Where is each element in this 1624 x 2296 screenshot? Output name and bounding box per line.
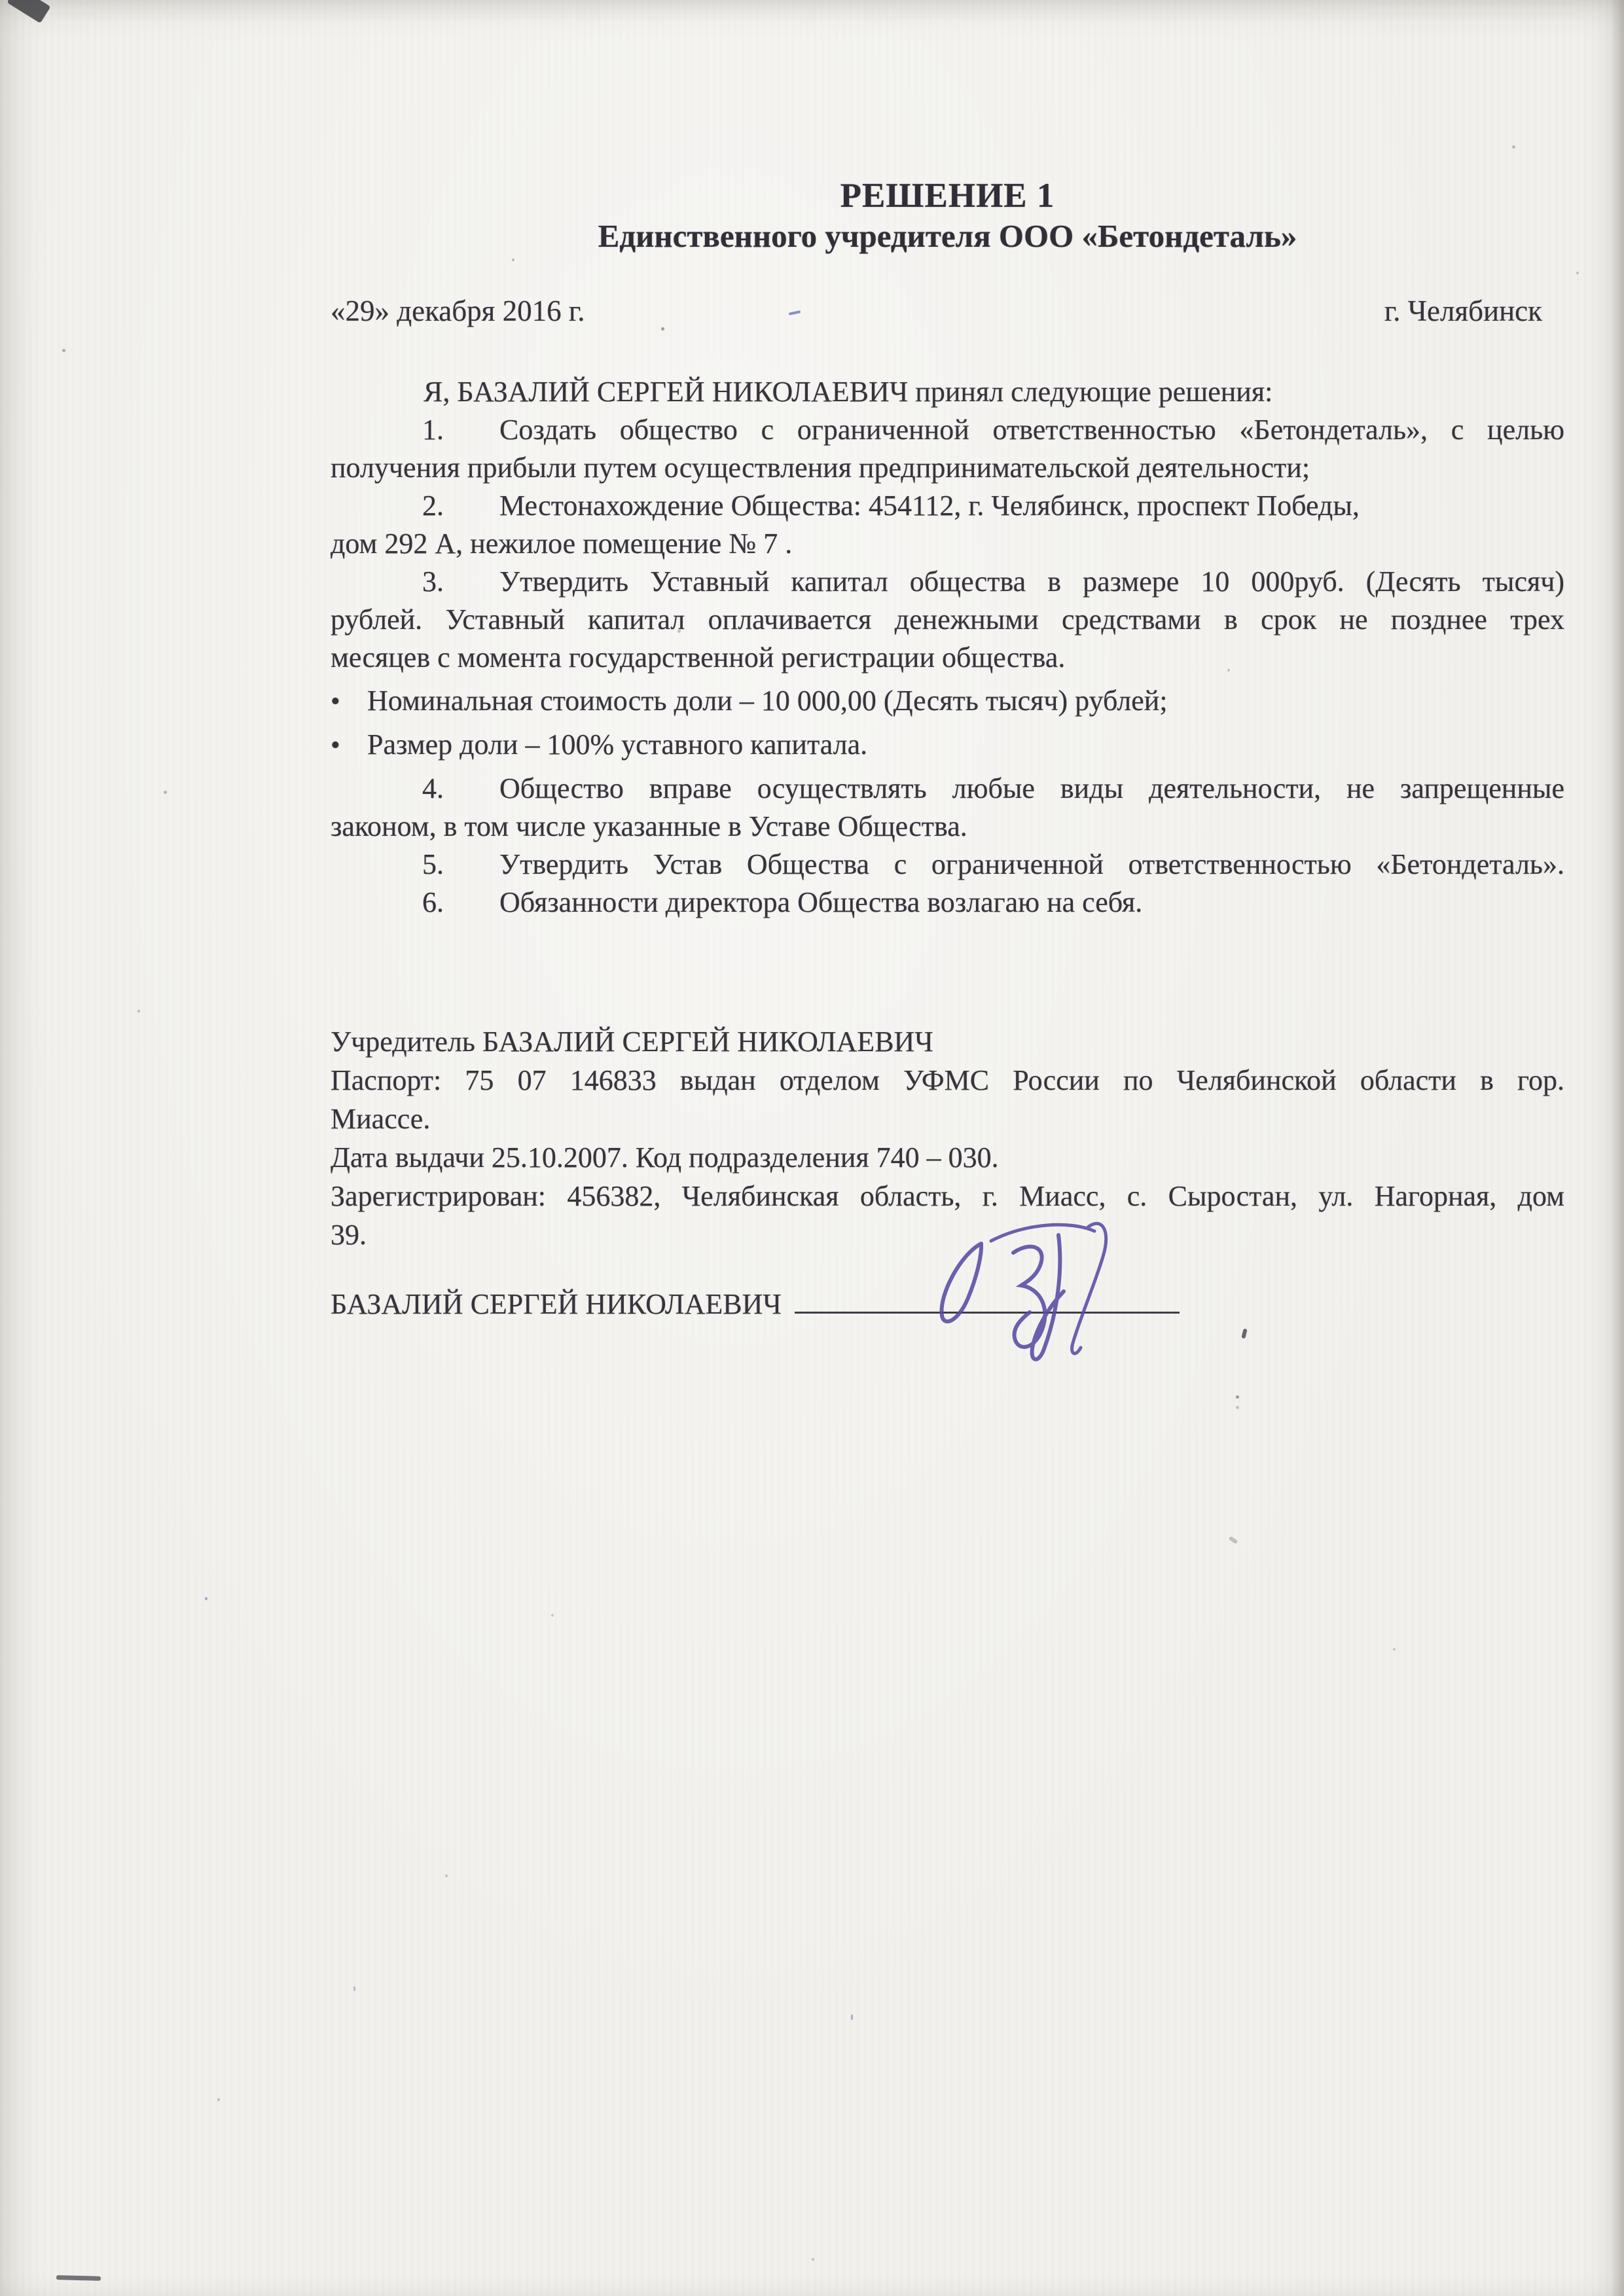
resolution-item-3-continued — [331, 639, 1564, 677]
passport-line-continued — [331, 1100, 1564, 1138]
founder-text: Миассе. — [331, 1103, 431, 1135]
document-date: «29» декабря 2016 г. — [331, 295, 585, 327]
item-number: 1. — [422, 414, 444, 446]
signatory-name: БАЗАЛИЙ СЕРГЕЙ НИКОЛАЕВИЧ — [331, 1288, 782, 1320]
founder-text: Учредитель БАЗАЛИЙ СЕРГЕЙ НИКОЛАЕВИЧ — [331, 1026, 933, 1058]
resolution-item-3-continued — [331, 601, 1564, 639]
resolution-item-6 — [331, 884, 1564, 922]
item-text: дом 292 А, нежилое помещение № 7 . — [331, 528, 793, 560]
stray-ink-tick — [1241, 1328, 1247, 1338]
scan-speck — [1576, 272, 1579, 274]
issue-date-line — [331, 1138, 1564, 1177]
scan-bottom-mark — [56, 2275, 101, 2281]
resolution-item-4-continued — [331, 808, 1564, 846]
resolution-item-2-continued — [331, 525, 1564, 563]
item-number: 6. — [422, 886, 444, 918]
founder-text: 39. — [331, 1219, 367, 1251]
scan-speck — [1393, 1648, 1396, 1651]
resolution-item-1 — [331, 411, 1564, 449]
handwritten-signature-ink — [902, 1215, 1125, 1375]
intro-text: Я, БАЗАЛИЙ СЕРГЕЙ НИКОЛАЕВИЧ принял следующие решения: — [424, 376, 1273, 408]
item-text: месяцев с момента государственной регистрации общества. — [331, 641, 1066, 673]
signature-stroke — [991, 1225, 1094, 1241]
scan-speck — [445, 1874, 448, 1877]
scan-speck — [1229, 1536, 1238, 1545]
bullet-icon: • — [331, 730, 340, 761]
item-number: 4. — [422, 772, 444, 804]
item-text: законом, в том числе указанные в Уставе Общества. — [331, 810, 967, 842]
scan-speck — [205, 1597, 208, 1600]
scan-speck — [812, 2258, 814, 2261]
stray-colon-mark — [1236, 1395, 1239, 1399]
bullet-icon: • — [331, 687, 340, 717]
scan-speck — [661, 327, 664, 331]
item-text: Общество вправе осуществлять любые виды деятельности, не запрещенные — [499, 772, 1564, 804]
scan-speck — [62, 349, 65, 352]
item-number: 2. — [422, 490, 444, 522]
scan-speck — [1512, 145, 1515, 149]
resolution-item-2 — [331, 487, 1564, 525]
registration-line — [331, 1177, 1564, 1215]
bullet-share-size — [331, 726, 1564, 764]
item-text: Утвердить Уставный капитал общества в размере 10 000руб. (Десять тысяч) — [499, 565, 1564, 598]
scan-speck — [217, 2098, 220, 2101]
passport-line — [331, 1061, 1564, 1100]
signature-stroke — [1013, 1247, 1045, 1347]
scan-speck — [851, 2015, 853, 2020]
resolution-item-4 — [331, 770, 1564, 808]
scan-corner-mark — [7, 0, 51, 24]
resolution-item-1-continued — [331, 449, 1564, 487]
resolution-body — [331, 373, 1564, 922]
scan-speck — [353, 1986, 355, 1991]
founder-text: Зарегистрирован: 456382, Челябинская область, г. Миасс, с. Сыростан, ул. Нагорная, дом — [331, 1180, 1564, 1212]
item-text: Создать общество с ограниченной ответственностью «Бетондеталь», с целью — [499, 414, 1564, 446]
item-text: Местонахождение Общества: 454112, г. Челябинск, проспект Победы, — [499, 490, 1360, 522]
document-city: г. Челябинск — [1384, 295, 1542, 327]
date-city-line — [331, 292, 1564, 330]
title-line-1: РЕШЕНИЕ 1 — [840, 177, 1055, 215]
founder-text: Дата выдачи 25.10.2007. Код подразделения 740 – 030. — [331, 1141, 999, 1174]
scan-speck — [677, 630, 681, 633]
scan-speck — [164, 791, 167, 794]
item-text: Утвердить Устав Общества с ограниченной ответственностью «Бетондеталь». — [499, 848, 1564, 880]
item-text: Обязанности директора Общества возлагаю на себя. — [499, 886, 1143, 918]
item-text: получения прибыли путем осуществления предпринимательской деятельности; — [331, 452, 1310, 484]
item-number: 5. — [422, 848, 444, 880]
intro-paragraph — [331, 373, 1564, 411]
bullet-nominal-value — [331, 682, 1564, 721]
resolution-item-5 — [331, 846, 1564, 884]
document-title — [331, 175, 1564, 257]
founder-text: Паспорт: 75 07 146833 выдан отделом УФМС России по Челябинской области в гор. — [331, 1064, 1564, 1096]
bullet-text: Номинальная стоимость доли – 10 000,00 (Десять тысяч) рублей; — [367, 685, 1168, 717]
item-number: 3. — [422, 565, 444, 598]
scan-speck — [1227, 669, 1230, 672]
scan-speck — [512, 259, 514, 261]
scan-speck — [137, 1010, 140, 1013]
bullet-text: Размер доли – 100% уставного капитала. — [367, 728, 868, 761]
title-line-2: Единственного учредителя ООО «Бетондеталь» — [598, 218, 1297, 254]
scan-speck — [551, 1614, 554, 1617]
scan-edge-shadow — [1611, 0, 1624, 2296]
signature-stroke — [1072, 1223, 1106, 1354]
resolution-item-3 — [331, 563, 1564, 601]
signature-stroke — [942, 1244, 982, 1321]
founder-name-line — [331, 1022, 1564, 1061]
item-text: рублей. Уставный капитал оплачивается денежными средствами в срок не позднее трех — [331, 603, 1564, 636]
